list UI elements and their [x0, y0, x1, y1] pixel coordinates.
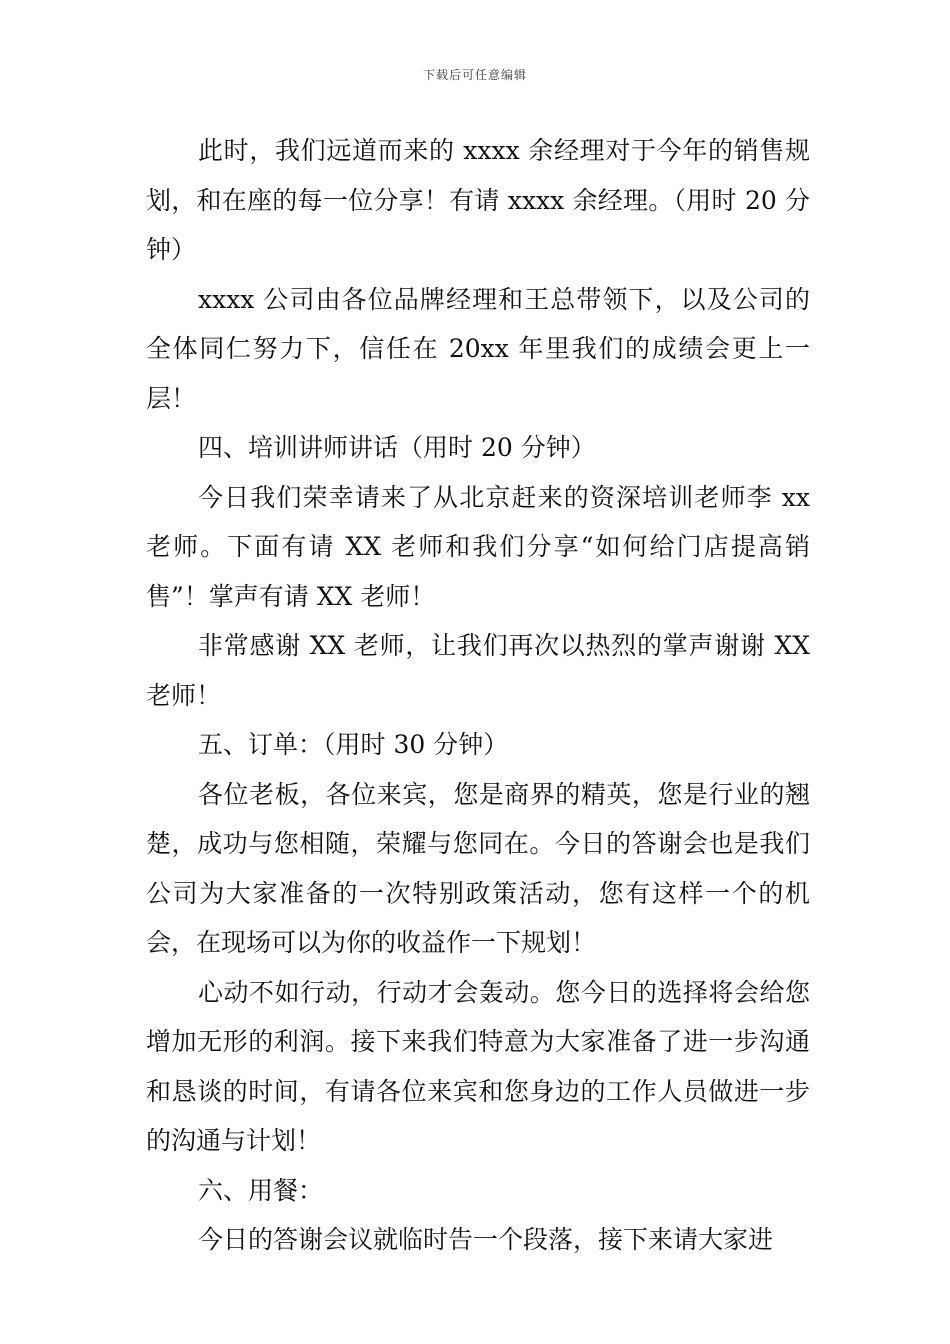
paragraph-orders-welcome: 各位老板，各位来宾，您是商界的精英，您是行业的翘楚，成功与您相随，荣耀与您同在。今日的答谢会也是我们公司为大家准备的一次特别政策活动，您有这样一个的机会，在现场可以为你的收益作一下规划！ [146, 779, 810, 957]
section-heading-dining: 六、用餐： [198, 1175, 324, 1205]
paragraph-dining: 今日的答谢会议就临时告一个段落，接下来请大家进 [198, 1225, 774, 1254]
document-body [146, 126, 810, 1265]
header-note: 下载后可任意编辑 [422, 68, 527, 82]
section-heading-trainer-speech: 四、培训讲师讲话（用时 20 分钟） [198, 433, 596, 462]
paragraph-trainer-intro: 今日我们荣幸请来了从北京赶来的资深培训老师李 xx 老师。下面有请 XX 老师和我们分享“如何给门店提高销售”！掌声有请 XX 老师！ [146, 482, 810, 611]
paragraph-sales-plan: 此时，我们远道而来的 xxxx 余经理对于今年的销售规划，和在座的每一位分享！有请 xxxx 余经理。（用时 20 分钟） [146, 136, 810, 264]
paragraph-thanks-trainer: 非常感谢 XX 老师，让我们再次以热烈的掌声谢谢 XX 老师！ [146, 631, 810, 710]
paragraph-orders-action: 心动不如行动，行动才会轰动。您今日的选择将会给您增加无形的利润。接下来我们特意为大家准备了进一步沟通和恳谈的时间，有请各位来宾和您身边的工作人员做进一步的沟通与计划！ [146, 977, 810, 1155]
paragraph-company-goal: xxxx 公司由各位品牌经理和王总带领下，以及公司的全体同仁努力下，信任在 20xx 年里我们的成绩会更上一层！ [146, 284, 810, 413]
section-heading-orders: 五、订单：（用时 30 分钟） [198, 730, 509, 759]
